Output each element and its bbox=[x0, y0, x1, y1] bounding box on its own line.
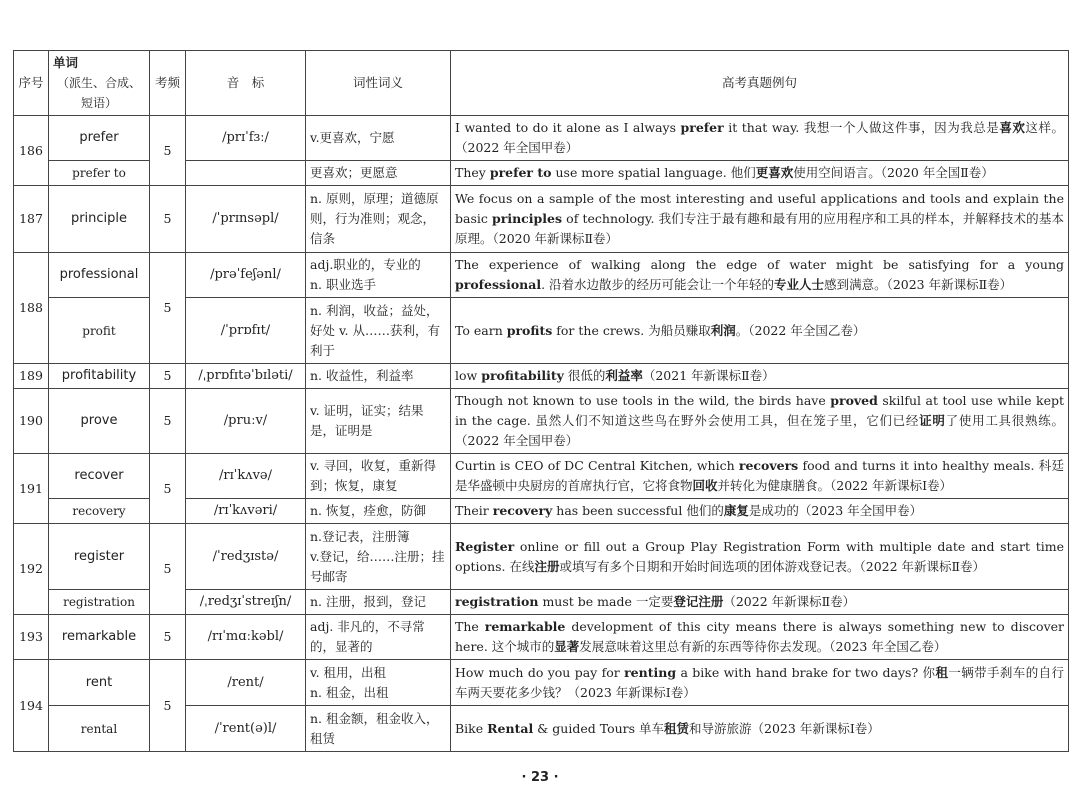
example-text: 感到满意。（2023 年新课标Ⅱ卷） bbox=[824, 277, 1013, 292]
phonetic-cell: /rɪˈmɑːkəbl/ bbox=[186, 615, 306, 660]
example-keyword: 专业人士 bbox=[774, 277, 825, 292]
example-keyword: 登记注册 bbox=[673, 594, 724, 609]
example-cell bbox=[451, 116, 1069, 161]
meaning-cell: n. 原则，原理；道德原则，行为准则；观念，信条 bbox=[306, 186, 451, 253]
example-text: 和导游旅游（2023 年新课标Ⅰ卷） bbox=[689, 720, 880, 736]
example-keyword: proved bbox=[830, 393, 878, 408]
row-number: 189 bbox=[14, 364, 49, 389]
meaning-cell: n. 利润，收益；益处，好处 v. 从……获利，有利于 bbox=[306, 298, 451, 364]
meaning-cell: n. 恢复，痊愈，防御 bbox=[306, 499, 451, 524]
table-row bbox=[14, 660, 1069, 706]
example-text: 。（2022 年全国乙卷） bbox=[735, 322, 866, 338]
example-text: use more spatial language. 他们 bbox=[551, 165, 756, 180]
example-keyword: 注册 bbox=[534, 558, 560, 574]
word-cell: prefer to bbox=[49, 161, 150, 186]
row-number: 186 bbox=[14, 116, 49, 186]
example-keyword: prefer to bbox=[489, 165, 552, 180]
example-cell bbox=[451, 706, 1069, 752]
phonetic-cell: /rɪˈkʌvə/ bbox=[186, 454, 306, 499]
phonetic-cell: /ˌprɒfɪtəˈbɪləti/ bbox=[186, 364, 306, 389]
example-text: online or fill out a Group Play Registration Form with multiple date and start time options. 在线 bbox=[455, 538, 1064, 574]
table-row bbox=[14, 454, 1069, 499]
example-keyword: profitability bbox=[481, 368, 564, 383]
example-text: low bbox=[455, 368, 482, 383]
example-keyword: prefer bbox=[680, 120, 724, 135]
example-cell bbox=[451, 615, 1069, 660]
word-cell: recovery bbox=[49, 499, 150, 524]
example-keyword: principles bbox=[492, 211, 563, 226]
example-text: The bbox=[455, 619, 485, 634]
word-cell: professional bbox=[49, 253, 150, 298]
table-row bbox=[14, 186, 1069, 253]
example-text: 发展意味着这里总有新的东西等待你去发现。（2023 年全国乙卷） bbox=[579, 639, 947, 654]
example-text: To earn bbox=[455, 322, 507, 338]
example-text: 并转化为健康膳食。（2022 年新课标Ⅰ卷） bbox=[717, 478, 953, 493]
example-keyword: 回收 bbox=[692, 478, 718, 493]
row-number: 188 bbox=[14, 253, 49, 364]
row-number: 193 bbox=[14, 615, 49, 660]
table-row bbox=[14, 253, 1069, 298]
example-cell bbox=[451, 364, 1069, 389]
example-text: 很低的 bbox=[563, 368, 606, 383]
freq-cell: 5 bbox=[150, 454, 186, 524]
example-text: Bike bbox=[455, 720, 488, 736]
freq-cell: 5 bbox=[150, 660, 186, 752]
example-keyword: registration bbox=[455, 594, 539, 609]
word-cell: registration bbox=[49, 590, 150, 615]
phonetic-cell: /prɪˈfɜː/ bbox=[186, 116, 306, 161]
example-text: Their bbox=[455, 503, 493, 518]
example-text: development of this city means there is always something new to discover here. 这个城市的 bbox=[455, 619, 1065, 654]
freq-cell: 5 bbox=[150, 186, 186, 253]
page-number: · 23 · bbox=[521, 770, 559, 785]
example-text: Curtin is CEO of DC Central Kitchen, which bbox=[455, 458, 739, 473]
phonetic-cell: /ˈprɪnsəpl/ bbox=[186, 186, 306, 253]
example-text: 这样。（2022 年全国甲卷） bbox=[455, 120, 1064, 155]
phonetic-cell: /pruːv/ bbox=[186, 389, 306, 454]
word-cell: recover bbox=[49, 454, 150, 499]
example-cell bbox=[451, 253, 1069, 298]
freq-cell: 5 bbox=[150, 364, 186, 389]
meaning-cell: v. 寻回，收复，重新得到；恢复，康复 bbox=[306, 454, 451, 499]
example-text: I wanted to do it alone as I always bbox=[455, 120, 681, 135]
header-freq: 考频 bbox=[150, 51, 186, 116]
table-row bbox=[14, 116, 1069, 161]
word-cell: profitability bbox=[49, 364, 150, 389]
word-cell: rental bbox=[49, 706, 150, 752]
example-cell bbox=[451, 186, 1069, 253]
header-example: 高考真题例句 bbox=[451, 51, 1069, 116]
example-keyword: profits bbox=[506, 322, 553, 338]
table-header-row bbox=[14, 51, 1069, 116]
example-keyword: 租 bbox=[935, 664, 949, 680]
phonetic-cell: /ˈrent(ə)l/ bbox=[186, 706, 306, 752]
example-keyword: 喜欢 bbox=[999, 120, 1026, 135]
example-cell bbox=[451, 298, 1069, 364]
phonetic-cell: /rent/ bbox=[186, 660, 306, 706]
example-text: How much do you pay for bbox=[455, 664, 625, 680]
phonetic-cell: /ˈprɒfɪt/ bbox=[186, 298, 306, 364]
example-cell bbox=[451, 454, 1069, 499]
example-text: （2021 年新课标Ⅱ卷） bbox=[642, 368, 775, 383]
freq-cell: 5 bbox=[150, 615, 186, 660]
freq-cell: 5 bbox=[150, 116, 186, 186]
example-keyword: recovers bbox=[738, 458, 799, 473]
word-cell: register bbox=[49, 524, 150, 590]
meaning-cell: n.登记表，注册簿 v.登记，给……注册；挂号邮寄 bbox=[306, 524, 451, 590]
header-word-title: 单词 bbox=[53, 55, 79, 70]
header-word-sub: （派生、合成、短语） bbox=[56, 76, 141, 110]
table-row bbox=[14, 389, 1069, 454]
example-keyword: 证明 bbox=[919, 413, 946, 428]
table-row bbox=[14, 524, 1069, 590]
example-text: 使用空间语言。（2020 年全国Ⅱ卷） bbox=[793, 165, 994, 180]
example-keyword: Rental bbox=[487, 720, 534, 736]
example-text: a bike with hand brake for two days? 你 bbox=[676, 664, 936, 680]
example-keyword: Register bbox=[455, 538, 515, 554]
header-meaning: 词性词义 bbox=[306, 51, 451, 116]
meaning-cell: 更喜欢；更愿意 bbox=[306, 161, 451, 186]
row-number: 192 bbox=[14, 524, 49, 615]
example-keyword: 康复 bbox=[723, 503, 749, 518]
example-text: for the crews. 为船员赚取 bbox=[552, 322, 711, 338]
word-cell: profit bbox=[49, 298, 150, 364]
meaning-cell: v. 证明，证实；结果是，证明是 bbox=[306, 389, 451, 454]
example-keyword: 更喜欢 bbox=[755, 165, 794, 180]
freq-cell: 5 bbox=[150, 524, 186, 615]
example-text: food and turns it into healthy meals. 科廷是华盛顿中央厨房的首席执行官，它将食物 bbox=[455, 458, 1064, 493]
example-text: 是成功的（2023 年全国甲卷） bbox=[748, 503, 923, 518]
example-text: They bbox=[455, 165, 490, 180]
example-text: has been successful 他们的 bbox=[552, 503, 724, 518]
header-num: 序号 bbox=[14, 51, 49, 116]
example-keyword: 利益率 bbox=[605, 368, 643, 383]
vocab-table bbox=[13, 50, 1069, 752]
example-text: 一辆带手刹车的自行车两天要花多少钱？（2023 年新课标Ⅰ卷） bbox=[455, 664, 1064, 700]
phonetic-cell: /rɪˈkʌvəri/ bbox=[186, 499, 306, 524]
word-cell: prove bbox=[49, 389, 150, 454]
example-text: We focus on a sample of the most interesting and useful applications and tools and explain the basic bbox=[455, 191, 1064, 226]
example-keyword: 租赁 bbox=[664, 720, 690, 736]
word-cell: rent bbox=[49, 660, 150, 706]
table-row bbox=[14, 615, 1069, 660]
example-text: must be made 一定要 bbox=[538, 594, 674, 609]
table-row bbox=[14, 364, 1069, 389]
example-text: . 沿着水边散步的经历可能会让一个年轻的 bbox=[541, 277, 775, 292]
example-text: （2022 年新课标Ⅱ卷） bbox=[723, 594, 856, 609]
example-keyword: remarkable bbox=[484, 619, 566, 634]
phonetic-cell bbox=[186, 161, 306, 186]
meaning-cell: n. 注册，报到，登记 bbox=[306, 590, 451, 615]
example-text: The experience of walking along the edge of water might be satisfying for a young bbox=[455, 257, 1064, 272]
example-text: of technology. 我们专注于最有趣和最有用的应用程序和工具的样本，并解释技术的基本原理。（2020 年新课标Ⅱ卷） bbox=[455, 211, 1064, 246]
meaning-cell: n. 收益性，利益率 bbox=[306, 364, 451, 389]
row-number: 194 bbox=[14, 660, 49, 752]
freq-cell: 5 bbox=[150, 389, 186, 454]
example-keyword: 显著 bbox=[554, 639, 580, 654]
phonetic-cell: /ˈredʒɪstə/ bbox=[186, 524, 306, 590]
example-cell bbox=[451, 660, 1069, 706]
header-word bbox=[49, 51, 150, 116]
row-number: 191 bbox=[14, 454, 49, 524]
meaning-cell: v.更喜欢，宁愿 bbox=[306, 116, 451, 161]
meaning-cell: v. 租用，出租 n. 租金，出租 bbox=[306, 660, 451, 706]
example-text: 了使用工具很熟练。（2022 年全国甲卷） bbox=[455, 413, 1064, 448]
meaning-cell: adj. 非凡的，不寻常的，显著的 bbox=[306, 615, 451, 660]
example-keyword: professional bbox=[455, 277, 542, 292]
example-keyword: renting bbox=[624, 664, 677, 680]
example-text: 或填写有多个日期和开始时间选项的团体游戏登记表。（2022 年新课标Ⅱ卷） bbox=[559, 558, 986, 574]
meaning-cell: n. 租金额，租金收入，租赁 bbox=[306, 706, 451, 752]
phonetic-cell: /ˌredʒɪˈstreɪʃn/ bbox=[186, 590, 306, 615]
example-text: Though not known to use tools in the wild, the birds have bbox=[455, 393, 831, 408]
example-keyword: 利润 bbox=[710, 322, 736, 338]
header-phonetic: 音 标 bbox=[186, 51, 306, 116]
row-number: 187 bbox=[14, 186, 49, 253]
example-text: & guided Tours 单车 bbox=[533, 720, 665, 736]
example-text: it that way. 我想一个人做这件事，因为我总是 bbox=[723, 120, 1000, 135]
phonetic-cell: /prəˈfeʃənl/ bbox=[186, 253, 306, 298]
example-cell bbox=[451, 161, 1069, 186]
word-cell: prefer bbox=[49, 116, 150, 161]
example-cell bbox=[451, 524, 1069, 590]
meaning-cell: adj.职业的，专业的 n. 职业选手 bbox=[306, 253, 451, 298]
example-cell bbox=[451, 590, 1069, 615]
row-number: 190 bbox=[14, 389, 49, 454]
example-text: skilful at tool use while kept in the cage. 虽然人们不知道这些鸟在野外会使用工具，但在笼子里，它们已经 bbox=[455, 393, 1064, 428]
example-cell bbox=[451, 389, 1069, 454]
word-cell: principle bbox=[49, 186, 150, 253]
word-cell: remarkable bbox=[49, 615, 150, 660]
freq-cell: 5 bbox=[150, 253, 186, 364]
example-keyword: recovery bbox=[492, 503, 553, 518]
example-cell bbox=[451, 499, 1069, 524]
